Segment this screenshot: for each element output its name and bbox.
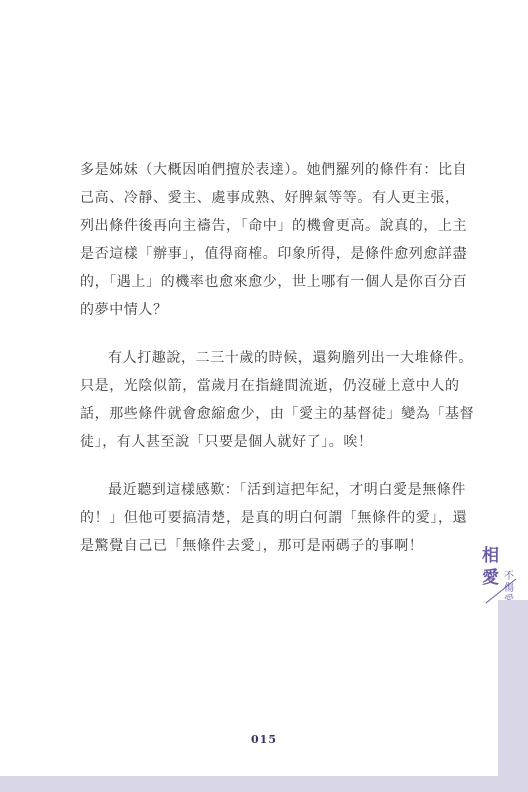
text-line: 列出條件後再向主禱告，「命中」的機會更高。說真的，上主 xyxy=(80,218,468,234)
paragraph-3 xyxy=(80,476,468,560)
title-char: 愛 xyxy=(482,568,499,588)
side-book-title xyxy=(480,548,520,608)
text-line: 徒」，有人甚至說「只要是個人就好了」。唉！ xyxy=(80,434,373,450)
text-line: 只是，光陰似箭，當歲月在指縫間流逝，仍沒碰上意中人的 xyxy=(80,378,460,394)
text-line: 己高、冷靜、愛主、處事成熟、好脾氣等等。有人更主張， xyxy=(80,190,460,206)
text-line: 的！」但他可要搞清楚，是真的明白何謂「無條件的愛」，還 xyxy=(80,510,468,526)
text-line: 話，那些條件就會愈縮愈少，由「愛主的基督徒」變為「基督 xyxy=(80,406,475,422)
text-line: 是驚覺自己已「無條件去愛」，那可是兩碼子的事啊！ xyxy=(80,538,424,554)
text-line: 的，「遇上」的機率也愈來愈少，世上哪有一個人是你百分百 xyxy=(80,274,468,290)
title-char: 不 xyxy=(504,571,514,582)
text-line: 最近聽到這樣感歎：「活到這把年紀，才明白愛是無條件 xyxy=(108,482,466,498)
page-number: 015 xyxy=(251,733,277,746)
paragraph-1 xyxy=(80,156,468,324)
side-accent-band xyxy=(498,600,528,792)
title-char: 相 xyxy=(482,546,499,566)
paragraph-2 xyxy=(80,344,475,456)
text-line: 多是姊妹（大概因咱們擅於表達）。她們羅列的條件有：比自 xyxy=(80,162,468,178)
bottom-accent-band xyxy=(0,776,528,792)
text-line: 有人打趣說，二三十歲的時候，還夠膽列出一大堆條件。 xyxy=(108,350,473,366)
text-line: 是否這樣「辦事」，值得商榷。印象所得，是條件愈列愈詳盡 xyxy=(80,246,468,262)
body-text xyxy=(80,156,475,580)
title-char: 傷 xyxy=(504,583,514,594)
text-line: 的夢中情人？ xyxy=(80,302,168,318)
